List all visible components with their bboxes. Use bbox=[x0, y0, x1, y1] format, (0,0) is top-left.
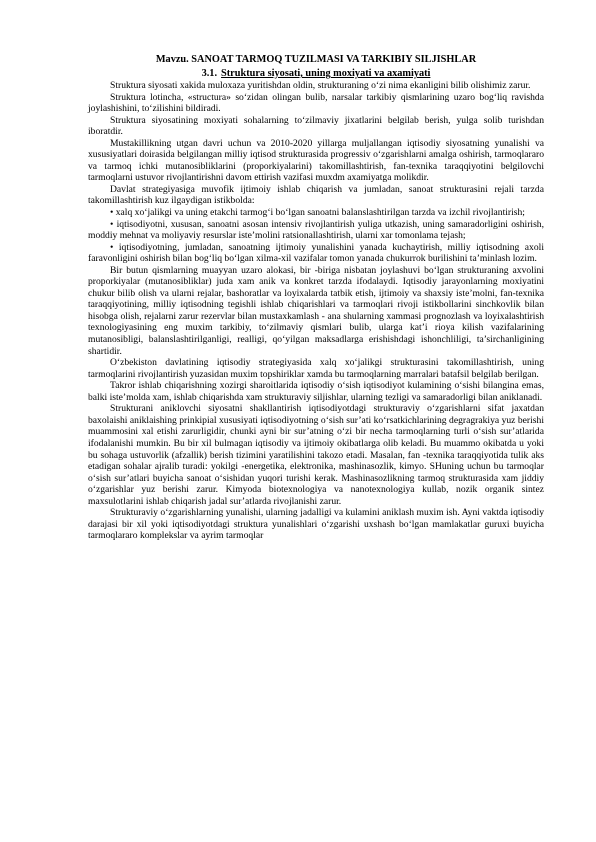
section-heading bbox=[88, 68, 544, 80]
paragraph: Strukturaviy o‘zgarishlarning yunalishi, ularning jadalligi va kulamini aniklash muxim ish. Ayni vaktda iqtisodiy darajasi bir xil yoki iqtisodiyotdagi struktura yunalishlari o‘zgarishi uxshash bo‘lgan mamlakatlar guruxi buyicha tarmoqlararo komplekslar va ayrim tarmoqlar bbox=[88, 507, 544, 542]
document-body bbox=[88, 80, 544, 542]
paragraph: Struktura siyosatining moxiyati sohalarning to‘zilmaviy jixatlarini belgilab berish, yulga solib turishdan iboratdir. bbox=[88, 114, 544, 138]
bullet-item: • iqtisodiyotning, jumladan, sanoatning ijtimoiy yunalishini yanada kuchaytirish, milliy iqtisodning axoli faravonligini oshirish bilan bog‘liq bo‘lgan xilma-xil vazifalar tomon yanada chukurrok burilishini ta’minlash lozim. bbox=[88, 241, 544, 265]
document-page bbox=[88, 54, 544, 542]
paragraph: Davlat strategiyasiga muvofik ijtimoiy ishlab chiqarish va jumladan, sanoat strukturasini rejali tarzda takomillashtirish kuz ilgaydigan istikbolda: bbox=[88, 183, 544, 207]
paragraph: Struktura lotincha, «structura» so‘zidan olingan bulib, narsalar tarkibiy qismlarining uzaro bog‘liq ravishda joylashishini, to‘zilishini bildiradi. bbox=[88, 91, 544, 115]
bullet-item: • xalq xo‘jalikgi va uning etakchi tarmog‘i bo‘lgan sanoatni balanslashtirilgan tarzda va izchil rivojlantirish; bbox=[110, 207, 525, 219]
paragraph: Takror ishlab chiqarishning xozirgi sharoitlarida iqtisodiy o‘sish iqtisodiyot kulamining o‘sishi bilangina emas, balki iste’molda xam, ishlab chiqarishda xam strukturaviy siljishlar, ularning tezligi va samaradorligi bilan aniklanadi. bbox=[88, 380, 544, 403]
document-title: Mavzu. SANOAT TARMOQ TUZILMASI VA TARKIBIY SILJISHLAR bbox=[155, 54, 477, 65]
paragraph: Struktura siyosati xakida muloxaza yuritishdan oldin, strukturaning o‘zi nima ekanligini bilib olishimiz zarur. bbox=[110, 80, 531, 91]
paragraph: Bir butun qismlarning muayyan uzaro alokasi, bir -biriga nisbatan joylashuvi bo‘lgan strukturaning axvolini proporkiyalar (mutanosibliklar) juda xam anik va konkret tarzda ifodalaydi. Iqtisodiy jarayonlarning moxiyatini chukur bilib olish va ularni rejalar, bashoratlar va loyixalarda tatbik etish, ijtimoiy va shaxsiy iste’molni, fan-texnika taraqqiyotining, milliy iqtisodning tegishli ishlab chiqarishlari va tarmoqlari rivoji istikbollarini sinchkovlik bilan hisobga olish, rejalarni zarur rezervlar bilan mustaxkamlash - ana shularning xammasi prognozlash va loyixalashtirish texnologiyasining eng muxim tarkibiy, to‘zilmaviy qismlari bulib, ularga kat’i rioya kilish vazifalarining mutanosibligi, balanslashtirilganligi, realligi, qo‘yilgan maksadlarga erishishdagi ishonchliligi, ta’sirchanligining shartidir. bbox=[88, 264, 544, 357]
section-title: Struktura siyosati, uning moxiyati va axamiyati bbox=[221, 68, 431, 79]
paragraph: O‘zbekiston davlatining iqtisodiy strategiyasida xalq xo‘jalikgi strukturasini takomillashtirish, uning tarmoqlarini rivojlantirish yuzasidan muxim topshiriklar xamda bu tarmoqlarning marralari batafsil belgilab berilgan. bbox=[88, 357, 544, 380]
paragraph: Strukturani aniklovchi siyosatni shakllantirish iqtisodiyotdagi strukturaviy o‘zgarishlarni sifat jaxatdan baxolaishi aniklaishing prinkipial xususiyati iqtisodiyotning o‘sish sur’ati ko‘rsatkichlarining degragrakiya yuz berishi muammosini xal etishi zarurligidir, chunki ayni bir sur’atning o‘zi bir necha tarmoqlarning turli o‘sish sur’atlarida ifodalanishi mumkin. Bu bir xil bulmagan iqtisodiy va ijtimoiy okibatlarga olib keladi. Bu muammo okibatda u yoki bu sohaga ustuvorlik (afzallik) berish tizimini yaratilishini takozo etadi. Masalan, fan -texnika taraqqiyotida tulik aks etadigan sohalar ajralib turadi: yokilgi -energetika, elektronika, mashinasozlik, kimyo. SHuning uchun bu tarmoqlar o‘sish sur’atlari buyicha sanoat o‘sishidan yuqori turishi kerak. Mashinasozlikning tarmoq strukturasida xam jiddiy o‘zgarishlar yuz berishi zarur. Kimyoda biotexnologiya va nanotexnologiya kullab, nozik organik sintez maxsulotlarini ishlab chiqarish jadal sur’atlarda rivojlanishi zarur. bbox=[88, 403, 544, 507]
paragraph: Mustakillikning utgan davri uchun va 2010-2020 yillarga muljallangan iqtisodiy siyosatning yunalishi va xususiyatlari doirasida belgilangan milliy iqtisod strukturasida progressiv o‘zgarishlarni amalga oshirish, tarmoqlararo va tarmoq ichki mutanosibliklarini (proporkiyalarini) takomillashtirish, fan-texnika taraqqiyotini belgilovchi tarmoqlarni ustuvor rivojlantirishni davom ettirish vazifasi muxdm axamiyatga molikdir. bbox=[88, 137, 544, 184]
section-number: 3.1. bbox=[201, 68, 218, 79]
bullet-item: • iqtisodiyotni, xususan, sanoatni asosan intensiv rivojlantirish yuliga utkazish, uning samaradorligini oshirish, moddiy mehnat va moliyaviy resurslar iste’molini ratsionallashtirish, ularni xar tomonlama tejash; bbox=[88, 218, 544, 242]
